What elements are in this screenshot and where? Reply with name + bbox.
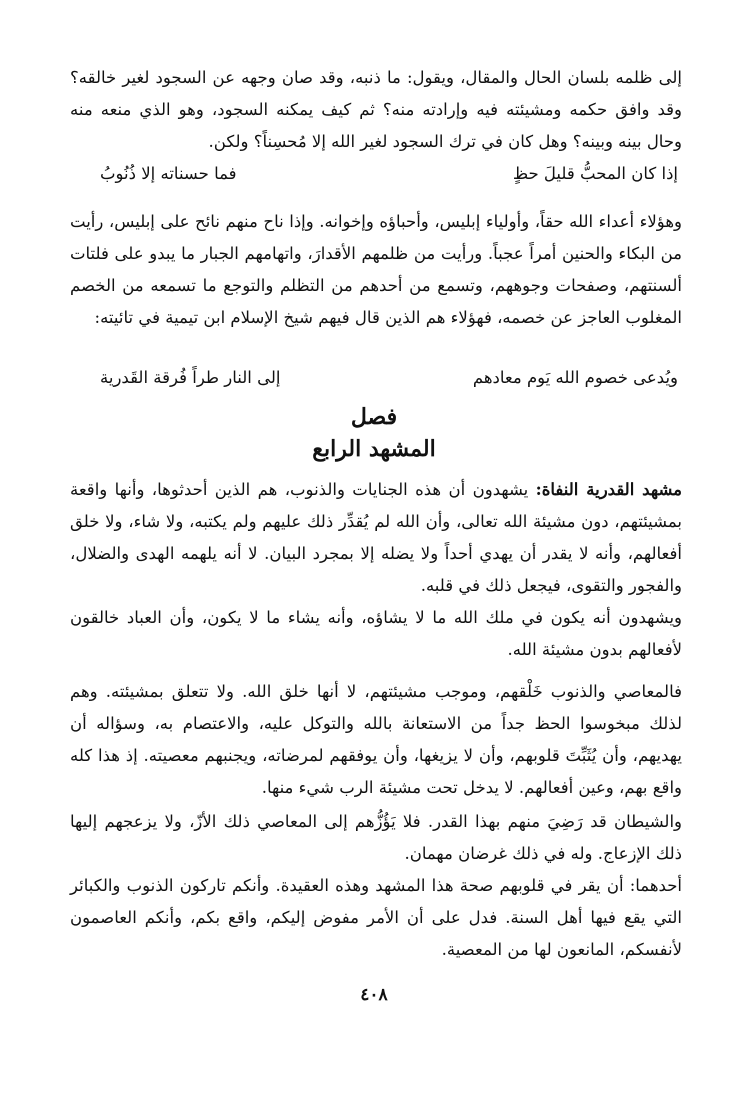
verse-2 (70, 368, 682, 402)
paragraph-5: فالمعاصي والذنوب خَلْقهم، وموجب مشيئتهم، لا أنها خلق الله. ولا تتعلق بمشيئته. وهم لذلك مبخوسوا الحظ جداً من الاستعانة بالله والتوكل عليه، والاعتصام به، وسؤاله أن يهديهم، وأن يُثَبِّتَ قلوبهم، وأن لا يزيغها، وأن يوفقهم لمرضاته، ويجنبهم معصيته. إذ هذا كله واقع بهم، وعين أفعالهم. لا يدخل تحت مشيئة الرب شيء منها. (70, 682, 682, 797)
chapter-title: المشهد الرابع (312, 436, 436, 462)
verse-2-first-hemistich: ويُدعى خصوم الله يَوم معادهم (472, 368, 678, 387)
paragraph-6: والشيطان قد رَضِيَ منهم بهذا القدر. فلا يَؤُزُّهم إلى المعاصي ذلك الأزّ، ولا يزعجهم إليها ذلك الإزعاج. وله في ذلك غرضان مهمان. (70, 812, 682, 863)
verse-2-second-hemistich: إلى النار طراً فُرقة القَدرية (100, 368, 281, 387)
paragraph-7: أحدهما: أن يقر في قلوبهم صحة هذا المشهد وهذه العقيدة. وأنكم تاركون الذنوب والكبائر التي يقع فيها أهل السنة. فدل على أن الأمر مفوض إليكم، واقع بكم، وأنكم العاصمون لأنفسكم، المانعون لها من المعصية. (70, 876, 682, 959)
paragraph-3-body: يشهدون أن هذه الجنايات والذنوب، هم الذين أحدثوها، وأنها واقعة بمشيئتهم، دون مشيئة الله تعالى، وأن الله لم يُقدِّر ذلك عليهم ولم يكتبه، ولا شاء، ولا خلق أفعالهم، وأنه لا يقدر أن يهدي أحداً ولا يضله إلا بمجرد البيان. لا أنه يلهمه الهدى والضلال، والفجور والتقوى، فيجعل ذلك في قلبه. (70, 480, 682, 595)
verse-1-first-hemistich: إذا كان المحبُّ قليلَ حظٍ (512, 164, 678, 183)
verse-1 (70, 164, 682, 198)
paragraph-3 (70, 474, 682, 602)
page-number: ٤٠٨ (360, 985, 388, 1005)
section-heading: فصل (350, 404, 398, 430)
paragraph-2: وهؤلاء أعداء الله حقاً، وأولياء إبليس، وأحباؤه وإخوانه. وإذا ناح منهم نائح على إبليس، رأيت من البكاء والحنين أمراً عجباً. ورأيت من ظلمهم الأقدارَ، واتهامهم الجبار ما يبدو على فلتات ألسنتهم، وصفحات وجوههم، وتسمع من أحدهم من التظلم والتوجع ما تسمعه من الخصم المغلوب العاجز عن خصمه، فهؤلاء هم الذين قال فيهم شيخ الإسلام ابن تيمية في تائيته: (70, 212, 682, 327)
paragraph-3-lead: مشهد القدرية النفاة: (535, 480, 683, 499)
verse-1-second-hemistich: فما حسناته إلا ذُنُوبُ (100, 164, 237, 183)
paragraph-1: إلى ظلمه بلسان الحال والمقال، ويقول: ما ذنبه، وقد صان وجهه عن السجود لغير خالقه؟ وقد وافق حكمه ومشيئته فيه وإرادته منه؟ ثم كيف يمكنه السجود، وهو الذي منعه منه وحال بينه وبينه؟ وهل كان في ترك السجود لغير الله إلا مُحسِناً؟ ولكن. (70, 68, 682, 151)
paragraph-4: ويشهدون أنه يكون في ملك الله ما لا يشاؤه، وأنه يشاء ما لا يكون، وأن العباد خالقون لأفعالهم بدون مشيئة الله. (70, 608, 682, 659)
